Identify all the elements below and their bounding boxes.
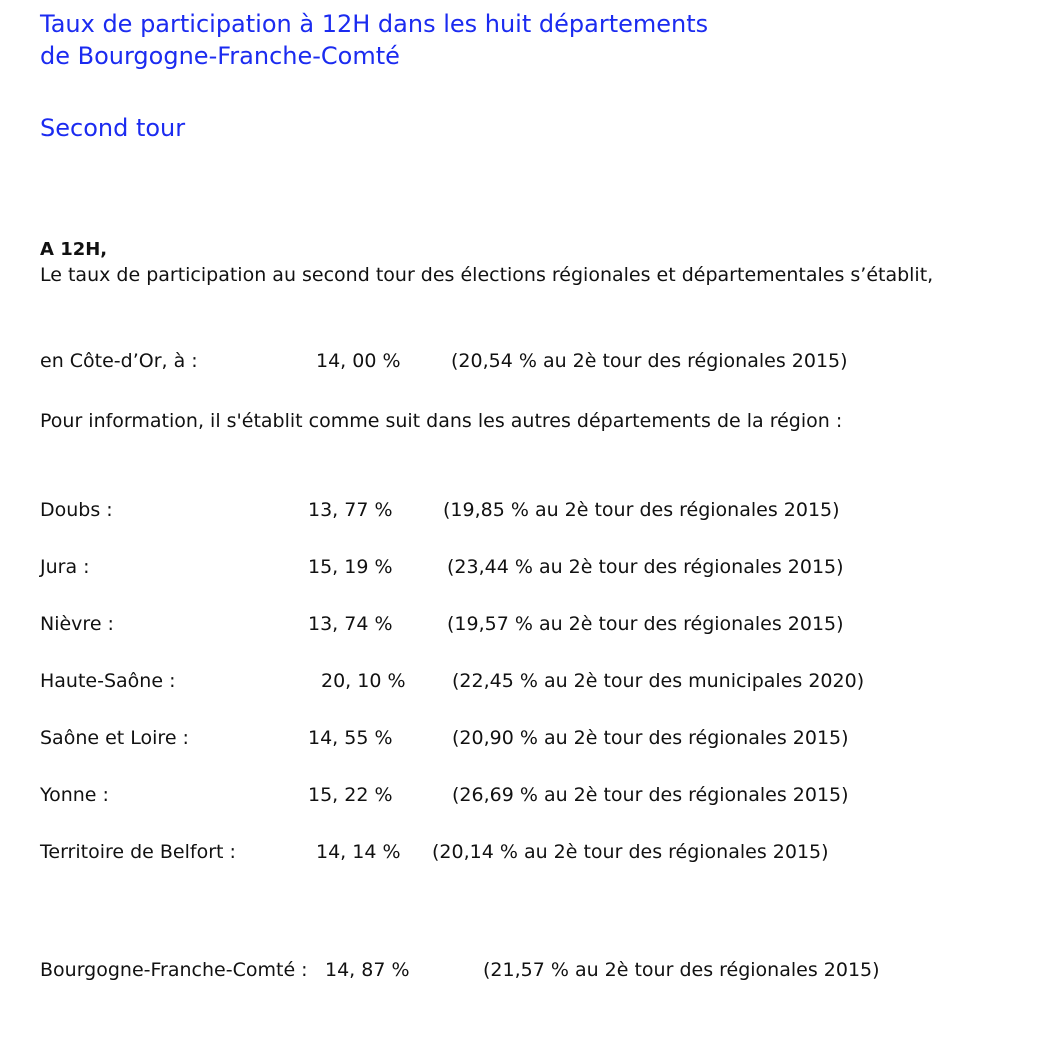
department-reference: (19,57 % au 2è tour des régionales 2015) — [447, 613, 844, 635]
department-name: Doubs : — [40, 499, 113, 521]
department-rate: 15, 22 % — [308, 784, 393, 806]
department-name: Territoire de Belfort : — [40, 841, 236, 863]
department-name: en Côte-d’Or, à : — [40, 350, 198, 372]
region-name: Bourgogne-Franche-Comté : — [40, 959, 308, 981]
department-row-doubs — [40, 497, 920, 523]
time-heading: A 12H, — [40, 239, 108, 260]
department-row-saone-et-loire — [40, 725, 920, 751]
department-reference: (26,69 % au 2è tour des régionales 2015) — [452, 784, 849, 806]
department-reference: (20,14 % au 2è tour des régionales 2015) — [432, 841, 829, 863]
region-rate: 14, 87 % — [325, 959, 410, 981]
department-reference: (20,90 % au 2è tour des régionales 2015) — [452, 727, 849, 749]
region-reference: (21,57 % au 2è tour des régionales 2015) — [483, 959, 880, 981]
department-rate: 13, 74 % — [308, 613, 393, 635]
info-paragraph: Pour information, il s'établit comme suit dans les autres départements de la région : — [40, 410, 843, 432]
main-department-row — [40, 348, 920, 374]
department-rate: 20, 10 % — [321, 670, 406, 692]
department-rate: 13, 77 % — [308, 499, 393, 521]
department-row-haute-saone — [40, 668, 940, 694]
department-rate: 14, 00 % — [316, 350, 401, 372]
department-rate: 15, 19 % — [308, 556, 393, 578]
department-row-nievre — [40, 611, 920, 637]
department-row-jura — [40, 554, 920, 580]
department-name: Saône et Loire : — [40, 727, 189, 749]
department-row-yonne — [40, 782, 920, 808]
round-subtitle: Second tour — [40, 114, 186, 142]
department-name: Jura : — [40, 556, 90, 578]
department-reference: (23,44 % au 2è tour des régionales 2015) — [447, 556, 844, 578]
department-reference: (22,45 % au 2è tour des municipales 2020) — [452, 670, 865, 692]
department-row-territoire-de-belfort — [40, 839, 920, 865]
intro-paragraph: Le taux de participation au second tour des élections régionales et départementales s’établit, — [40, 264, 934, 286]
page-title — [40, 8, 860, 72]
page-title-line-2: de Bourgogne-Franche-Comté — [40, 42, 400, 70]
page-title-line-1: Taux de participation à 12H dans les huit départements — [40, 10, 709, 38]
department-reference: (20,54 % au 2è tour des régionales 2015) — [451, 350, 848, 372]
department-name: Yonne : — [40, 784, 109, 806]
department-rate: 14, 14 % — [316, 841, 401, 863]
department-rate: 14, 55 % — [308, 727, 393, 749]
department-reference: (19,85 % au 2è tour des régionales 2015) — [443, 499, 840, 521]
region-total-row — [40, 957, 945, 983]
department-name: Nièvre : — [40, 613, 114, 635]
department-name: Haute-Saône : — [40, 670, 176, 692]
